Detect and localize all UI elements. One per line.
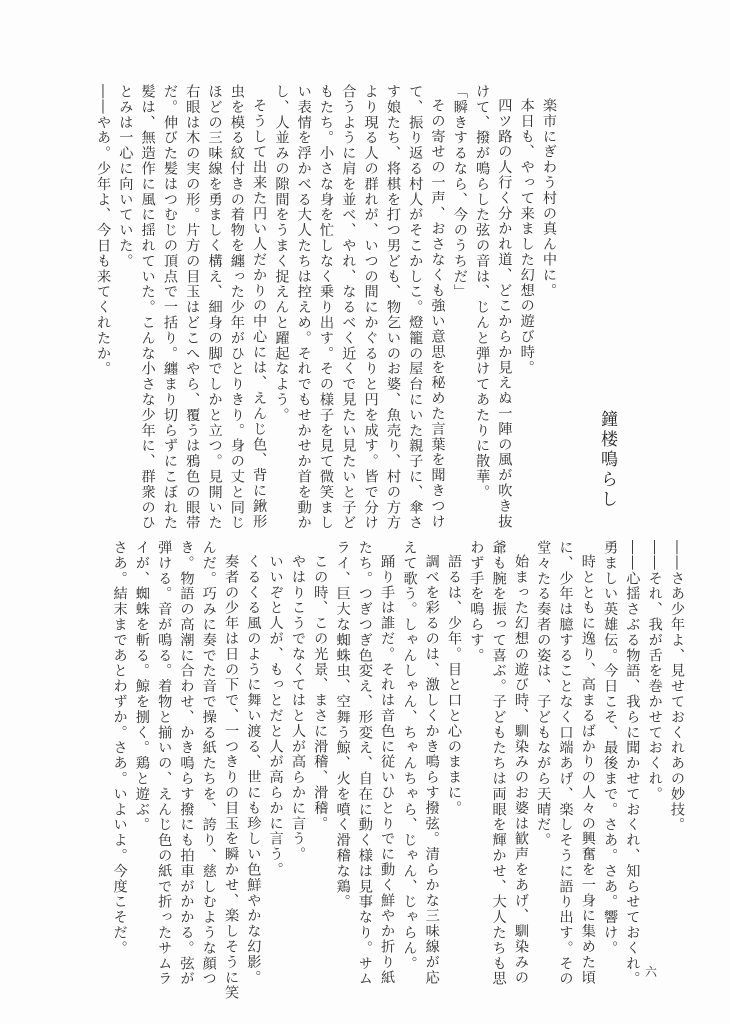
text-line: 弾ける。音が鳴る。着物と揃いの、えんじ色の紙で折ったサムラ	[156, 540, 173, 987]
text-line: 「瞬きするなら、今のうちだ」	[451, 84, 468, 300]
text-line: その寄せの一声、おさなくも強い意思を秘めた言葉を聞きつけ	[429, 98, 446, 530]
upper-text-block	[92, 84, 560, 531]
lower-text-block	[108, 540, 688, 1001]
text-line: き。物語の高潮に合わせ、かき鳴らす撥にも拍車がかかる。弦が	[178, 540, 195, 987]
text-line: 本日も、やって来ました幻想の遊び時。	[518, 98, 535, 376]
text-line: 時とともに逸り、高まるばかりの人々の興奮を一身に集めた頃	[579, 554, 596, 986]
text-line: ――さあ少年よ、見せておくれあの妙技。	[669, 540, 685, 833]
text-line: 語るは、少年。目と口と心のままに。	[446, 554, 463, 816]
story-title: 鐘楼鳴らし	[597, 410, 617, 510]
text-line: 踊り手は誰だ。それは音色に従いひとりでに動く鮮やか折り紙	[379, 554, 396, 986]
text-line: ――それ、我が舌を巻かせておくれ。	[646, 540, 663, 802]
text-line: だ。伸びた髪はつむじの頂点で一括り。纏まり切らずにこぼれた	[161, 84, 178, 531]
text-line: 合うように肩を並べ、やれ、なるべく近くで見たい見たいと子ど	[340, 84, 357, 531]
text-line: て、振り返る村人がそこかしこ。燈籠の屋台にいた親子に、傘さ	[407, 84, 424, 531]
text-line: 調べを彩るのは、激しくかき鳴らす撥弦。清らかな三味線が応	[423, 554, 440, 986]
text-line: この時、この光景、まさに滑稽、滑稽。	[312, 554, 329, 832]
text-line: わず手を鳴らす。	[468, 540, 485, 664]
text-line: やはりこうでなくてはと人が高らかに言う。	[289, 554, 306, 863]
text-line: 右眼は木の実の形。片方の目玉はどこへやら、覆うは鴉色の眼帯	[184, 84, 201, 531]
text-line: 四ツ路の人行く分かれ道、どこからか見えぬ一陣の風が吹き抜	[496, 98, 513, 530]
text-line: し、人並みの隙間をうまく捉えんと躍起なよう。	[273, 84, 290, 423]
text-line: 奏者の少年は日の下で、一つきりの目玉を瞬かせ、楽しそうに笑	[223, 554, 240, 1001]
text-line: イが、蜘蛛を斬る。鯨を捌く。鶏と遊ぶ。	[133, 540, 150, 833]
text-line: くるくる風のように舞い渡る、世にも珍しい色鮮やかな幻影。	[245, 554, 262, 986]
text-line: す娘たち、将棋を打つ男ども、物乞いのお婆、魚売り、村の方方	[384, 84, 401, 531]
text-line: もたち。小さな身を忙しなく乗り出す。その様子を見て微笑まし	[318, 84, 335, 531]
text-line: 始まった幻想の遊び時、馴染みのお婆は歓声をあげ、馴染みの	[512, 554, 529, 986]
text-line: えて歌う。しゃんしゃん、ちゃんちゃら、じゃん、じゃらん。	[401, 540, 418, 972]
text-line: 髪は、無造作に風に揺れていた。こんな小さな少年に、群衆のひ	[139, 84, 156, 531]
page-number: 六	[645, 965, 658, 979]
text-line: ライ、巨大な蜘蛛虫、空舞う鯨、火を噴く滑稽な鶏。	[334, 540, 351, 910]
text-line: けて、撥が鳴らした弦の音は、じんと弾けてあたりに散華。	[474, 84, 491, 500]
text-line: 楽市にぎわう村の真ん中に。	[541, 98, 557, 299]
text-line: とみは一心に向いていた。	[117, 84, 134, 269]
text-line: ――心揺さぶる物語、我らに聞かせておくれ、知らせておくれ。	[624, 540, 641, 987]
text-line: 虫を模る紋付きの着物を纏った少年がひとりきり。身の丈と同じ	[228, 84, 245, 531]
text-line: んだ。巧みに奏でた音で操る紙たちを、誇り、慈しむような顔つ	[200, 540, 217, 987]
text-line: 爺も腕を振って喜ぶ。子どもたちは両眼を輝かせ、大人たちも思	[490, 540, 507, 987]
text-line: ほどの三味線を勇ましく構え、細身の脚でしかと立つ。見開いた	[206, 84, 223, 531]
text-line: ――やあ。少年よ、今日も来てくれたか。	[95, 84, 112, 377]
text-line: に、少年は臆することなく口端あげ、楽しそうに語り出す。その	[557, 540, 574, 987]
text-line: さあ。結末まであとわずか。さあ。いよいよ。今度こそだ。	[111, 540, 128, 956]
text-line: 勇ましい英雄伝。今日こそ、最後まで。さあ。さあ。響け。	[602, 540, 619, 956]
text-line: そうして出来た円い人だかりの中心には、えんじ色、背に鍬形	[251, 98, 268, 530]
text-line: より現る人の群れが、いつの間にかぐるりと円を成す。皆で分け	[362, 84, 379, 531]
text-line: いいぞと人が、もっとだと人が高らかに言う。	[267, 554, 284, 878]
text-line: 堂々たる奏者の姿は、子どもながら天晴だ。	[535, 540, 552, 848]
text-line: たち。つぎつぎ色変え、形変え、自在に動く様は見事なり。サム	[356, 540, 373, 987]
text-line: い表情を浮かべる大人たちは控えめ。それでもせかせか首を動か	[295, 84, 312, 531]
